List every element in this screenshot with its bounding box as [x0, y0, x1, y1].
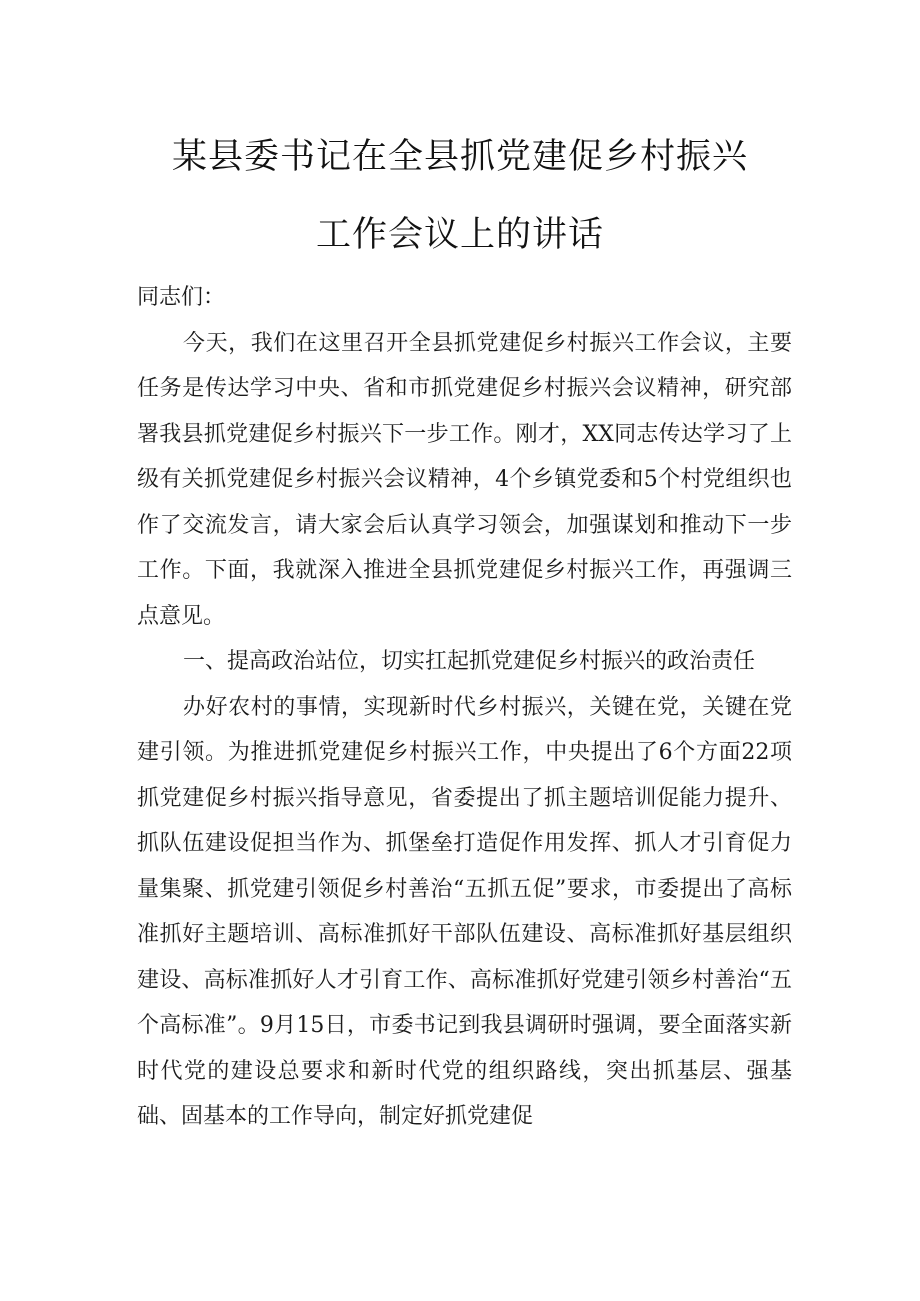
section-heading-1: 一、提高政治站位，切实扛起抓党建促乡村振兴的政治责任: [183, 649, 756, 674]
document-body: [137, 275, 792, 1140]
paragraph-section-1: 办好农村的事情，实现新时代乡村振兴，关键在党，关键在党建引领。为推进抓党建促乡村振兴工作，中央提出了6个方面22项抓党建促乡村振兴指导意见，省委提出了抓主题培训促能力提升、抓队伍建设促担当作为、抓堡垒打造促作用发挥、抓人才引育促力量集聚、抓党建引领促乡村善治“五抓五促”要求，市委提出了高标准抓好主题培训、高标准抓好干部队伍建设、高标准抓好基层组织建设、高标准抓好人才引育工作、高标准抓好党建引领乡村善治“五个高标准”。9月15日，市委书记到我县调研时强调，要全面落实新时代党的建设总要求和新时代党的组织路线，突出抓基层、强基础、固基本的工作导向，制定好抓党建促: [137, 694, 792, 1129]
salutation: 同志们：: [137, 285, 226, 310]
document-title-line-2: 工作会议上的讲话: [315, 215, 604, 255]
document-title-line-1: 某县委书记在全县抓党建促乡村振兴: [171, 137, 748, 177]
paragraph-intro: 今天，我们在这里召开全县抓党建促乡村振兴工作会议，主要任务是传达学习中央、省和市抓党建促乡村振兴会议精神，研究部署我县抓党建促乡村振兴下一步工作。刚才，XX同志传达学习了上级有关抓党建促乡村振兴会议精神，4个乡镇党委和5个村党组织也作了交流发言，请大家会后认真学习领会，加强谋划和推动下一步工作。下面，我就深入推进全县抓党建促乡村振兴工作，再强调三点意见。: [137, 330, 792, 629]
